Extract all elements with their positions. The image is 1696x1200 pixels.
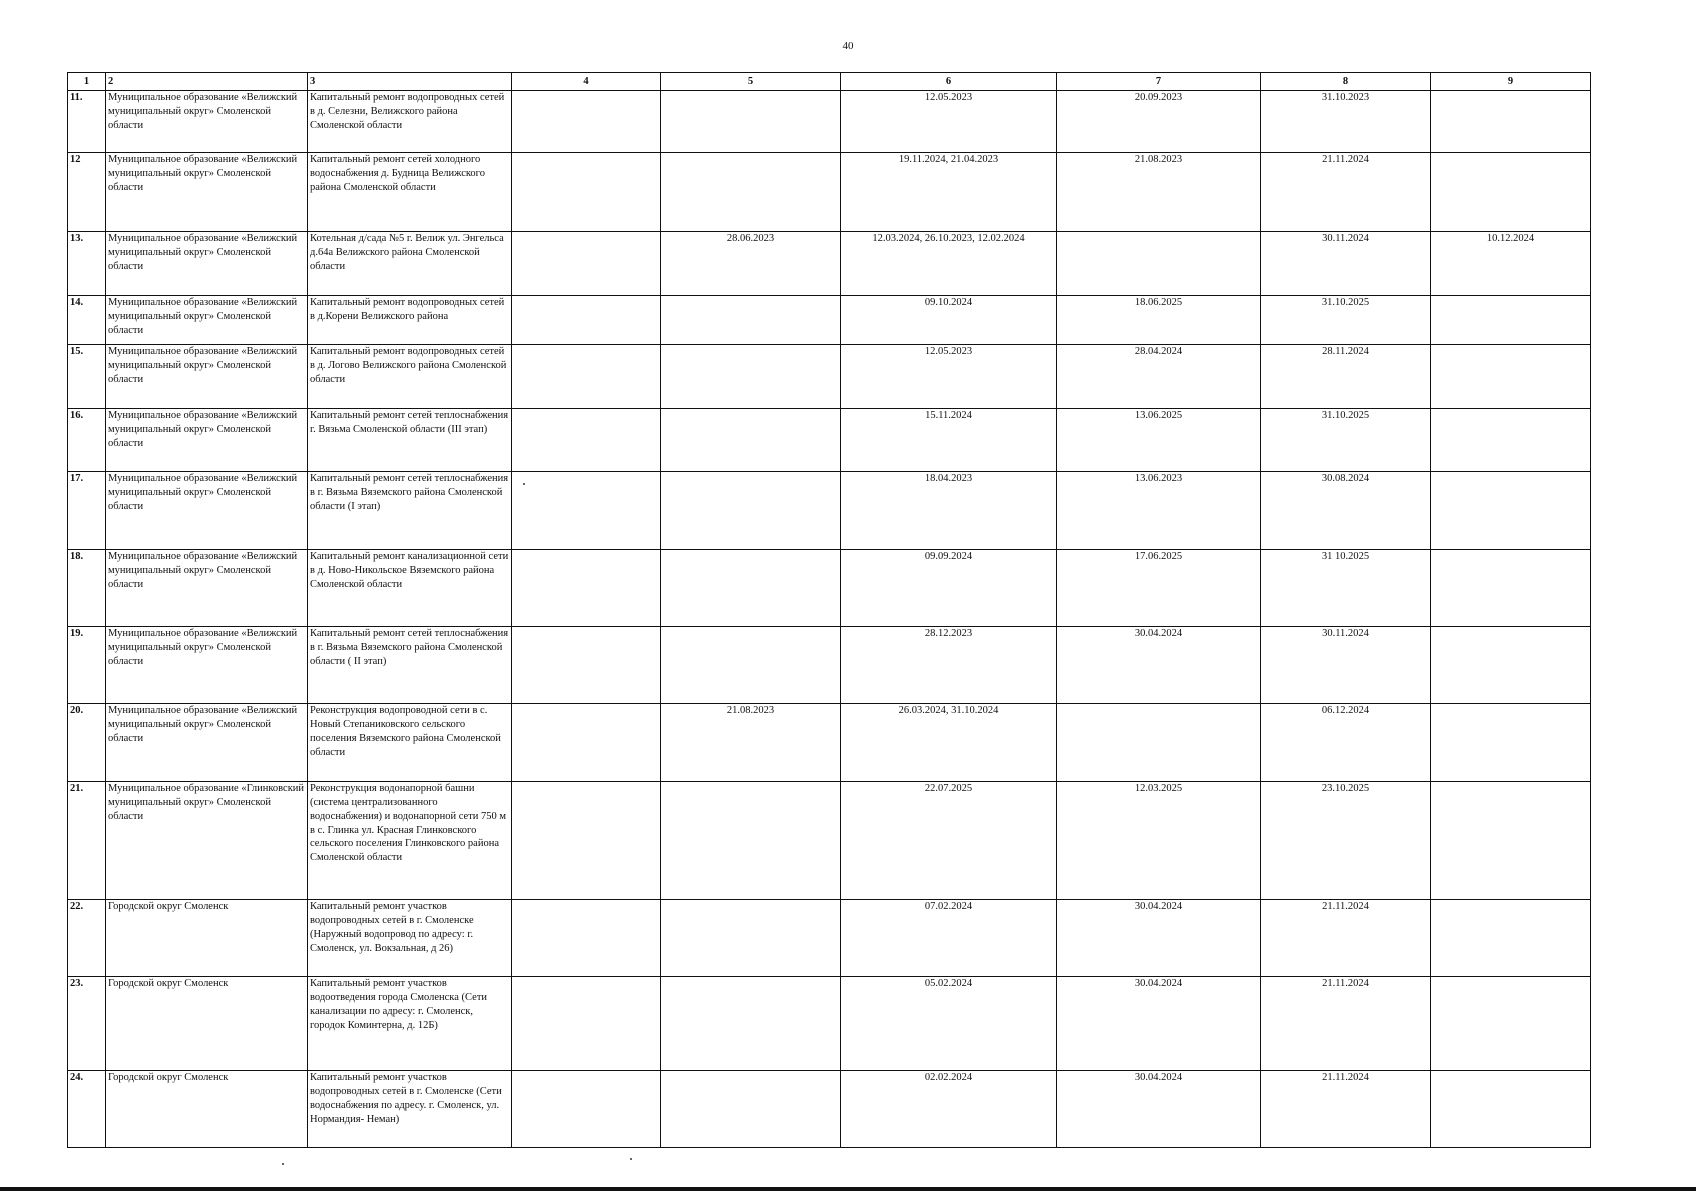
table-row [68, 296, 1591, 345]
object-cell: Капитальный ремонт сетей теплоснабжения в г. Вязьма Вяземского района Смоленской области (I этап) [308, 472, 512, 550]
owner-cell: Муниципальное образование «Велижский муниципальный округ» Смоленской области [106, 153, 308, 232]
column-header: 5 [661, 73, 841, 91]
col5-cell [661, 550, 841, 627]
page-number: 40 [842, 40, 854, 52]
table-row [68, 153, 1591, 232]
col5-cell [661, 296, 841, 345]
col5-cell [661, 91, 841, 153]
object-cell: Капитальный ремонт водопроводных сетей в д.Корени Велижского района [308, 296, 512, 345]
col5-cell [661, 627, 841, 704]
owner-cell: Муниципальное образование «Велижский муниципальный округ» Смоленской области [106, 409, 308, 472]
col5-cell [661, 472, 841, 550]
table-row [68, 782, 1591, 900]
col8-cell: 28.11.2024 [1261, 345, 1431, 409]
table-row [68, 704, 1591, 782]
row-number: 17. [68, 472, 106, 550]
row-number: 16. [68, 409, 106, 472]
col9-cell [1431, 900, 1591, 977]
col5-cell [661, 409, 841, 472]
scan-speck [630, 1158, 632, 1160]
owner-cell: Городской округ Смоленск [106, 1071, 308, 1148]
col9-cell [1431, 91, 1591, 153]
object-cell: Капитальный ремонт сетей теплоснабжения г. Вязьма Смоленской области (III этап) [308, 409, 512, 472]
column-header: 9 [1431, 73, 1591, 91]
col4-cell [512, 1071, 661, 1148]
col6-cell: 19.11.2024, 21.04.2023 [841, 153, 1057, 232]
col5-cell [661, 1071, 841, 1148]
scan-speck [523, 483, 525, 485]
col4-cell [512, 900, 661, 977]
table-row [68, 977, 1591, 1071]
owner-cell: Муниципальное образование «Велижский муниципальный округ» Смоленской области [106, 472, 308, 550]
col9-cell [1431, 153, 1591, 232]
col8-cell: 31.10.2025 [1261, 409, 1431, 472]
row-number: 12 [68, 153, 106, 232]
col8-cell: 21.11.2024 [1261, 977, 1431, 1071]
col6-cell: 22.07.2025 [841, 782, 1057, 900]
object-cell: Реконструкция водопроводной сети в с. Новый Степаниковского сельского поселения Вяземского района Смоленской области [308, 704, 512, 782]
table-row [68, 1071, 1591, 1148]
object-cell: Капитальный ремонт водопроводных сетей в д. Селезни, Велижского района Смоленской области [308, 91, 512, 153]
object-cell: Котельная д/сада №5 г. Велиж ул. Энгельса д.64а Велижского района Смоленской области [308, 232, 512, 296]
column-header: 6 [841, 73, 1057, 91]
scan-speck [282, 1163, 284, 1165]
col8-cell: 30.11.2024 [1261, 627, 1431, 704]
owner-cell: Муниципальное образование «Велижский муниципальный округ» Смоленской области [106, 296, 308, 345]
object-cell: Капитальный ремонт участков водопроводных сетей в г. Смоленске (Наружный водопровод по адресу: г. Смоленск, ул. Вокзальная, д 26) [308, 900, 512, 977]
col4-cell [512, 472, 661, 550]
col9-cell: 10.12.2024 [1431, 232, 1591, 296]
col4-cell [512, 345, 661, 409]
table-row [68, 550, 1591, 627]
owner-cell: Городской округ Смоленск [106, 977, 308, 1071]
col9-cell [1431, 782, 1591, 900]
col6-cell: 26.03.2024, 31.10.2024 [841, 704, 1057, 782]
col4-cell [512, 550, 661, 627]
col4-cell [512, 232, 661, 296]
object-cell: Капитальный ремонт сетей теплоснабжения в г. Вязьма Вяземского района Смоленской области ( II этап) [308, 627, 512, 704]
col7-cell: 17.06.2025 [1057, 550, 1261, 627]
col8-cell: 06.12.2024 [1261, 704, 1431, 782]
col8-cell: 31.10.2025 [1261, 296, 1431, 345]
col9-cell [1431, 1071, 1591, 1148]
col6-cell: 09.09.2024 [841, 550, 1057, 627]
col5-cell [661, 900, 841, 977]
col8-cell: 31.10.2023 [1261, 91, 1431, 153]
col4-cell [512, 91, 661, 153]
col7-cell: 12.03.2025 [1057, 782, 1261, 900]
table-row [68, 91, 1591, 153]
col9-cell [1431, 550, 1591, 627]
col5-cell: 28.06.2023 [661, 232, 841, 296]
header-row [68, 73, 1591, 91]
col7-cell: 13.06.2023 [1057, 472, 1261, 550]
col8-cell: 31 10.2025 [1261, 550, 1431, 627]
works-table [67, 72, 1591, 1148]
col7-cell: 13.06.2025 [1057, 409, 1261, 472]
col8-cell: 23.10.2025 [1261, 782, 1431, 900]
col6-cell: 12.03.2024, 26.10.2023, 12.02.2024 [841, 232, 1057, 296]
owner-cell: Муниципальное образование «Велижский муниципальный округ» Смоленской области [106, 704, 308, 782]
object-cell: Капитальный ремонт участков водопроводных сетей в г. Смоленске (Сети водоснабжения по адресу. г. Смоленск, ул. Нормандия- Неман) [308, 1071, 512, 1148]
col8-cell: 30.11.2024 [1261, 232, 1431, 296]
col9-cell [1431, 296, 1591, 345]
row-number: 15. [68, 345, 106, 409]
col4-cell [512, 704, 661, 782]
col4-cell [512, 627, 661, 704]
owner-cell: Муниципальное образование «Глинковский муниципальный округ» Смоленской области [106, 782, 308, 900]
object-cell: Капитальный ремонт участков водоотведения города Смоленска (Сети канализации по адресу: г. Смоленск, городок Коминтерна, д. 12Б) [308, 977, 512, 1071]
col9-cell [1431, 627, 1591, 704]
owner-cell: Муниципальное образование «Велижский муниципальный округ» Смоленской области [106, 91, 308, 153]
col4-cell [512, 782, 661, 900]
owner-cell: Муниципальное образование «Велижский муниципальный округ» Смоленской области [106, 345, 308, 409]
col9-cell [1431, 977, 1591, 1071]
object-cell: Капитальный ремонт канализационной сети в д. Ново-Никольское Вяземского района Смоленской области [308, 550, 512, 627]
col9-cell [1431, 409, 1591, 472]
col9-cell [1431, 472, 1591, 550]
col8-cell: 21.11.2024 [1261, 1071, 1431, 1148]
col5-cell: 21.08.2023 [661, 704, 841, 782]
col6-cell: 28.12.2023 [841, 627, 1057, 704]
table-row [68, 900, 1591, 977]
row-number: 13. [68, 232, 106, 296]
col4-cell [512, 296, 661, 345]
row-number: 23. [68, 977, 106, 1071]
object-cell: Капитальный ремонт сетей холодного водоснабжения д. Будница Велижского района Смоленской области [308, 153, 512, 232]
row-number: 21. [68, 782, 106, 900]
owner-cell: Муниципальное образование «Велижский муниципальный округ» Смоленской области [106, 550, 308, 627]
owner-cell: Муниципальное образование «Велижский муниципальный округ» Смоленской области [106, 627, 308, 704]
col8-cell: 21.11.2024 [1261, 153, 1431, 232]
col7-cell [1057, 704, 1261, 782]
row-number: 22. [68, 900, 106, 977]
col9-cell [1431, 704, 1591, 782]
table-row [68, 232, 1591, 296]
col4-cell [512, 409, 661, 472]
col7-cell: 30.04.2024 [1057, 977, 1261, 1071]
col6-cell: 05.02.2024 [841, 977, 1057, 1071]
column-header: 1 [68, 73, 106, 91]
row-number: 24. [68, 1071, 106, 1148]
column-header: 4 [512, 73, 661, 91]
col8-cell: 21.11.2024 [1261, 900, 1431, 977]
col6-cell: 09.10.2024 [841, 296, 1057, 345]
table-row [68, 627, 1591, 704]
table-row [68, 345, 1591, 409]
col6-cell: 07.02.2024 [841, 900, 1057, 977]
col8-cell: 30.08.2024 [1261, 472, 1431, 550]
col7-cell: 30.04.2024 [1057, 627, 1261, 704]
column-header: 3 [308, 73, 512, 91]
col5-cell [661, 345, 841, 409]
col7-cell: 18.06.2025 [1057, 296, 1261, 345]
object-cell: Реконструкция водонапорной башни (система централизованного водоснабжения) и водонапорной сети 750 м в с. Глинка ул. Красная Глинковского сельского поселения Глинковского района Смоленской области [308, 782, 512, 900]
object-cell: Капитальный ремонт водопроводных сетей в д. Логово Велижского района Смоленской области [308, 345, 512, 409]
table-row [68, 472, 1591, 550]
table-row [68, 409, 1591, 472]
bottom-rule [0, 1187, 1696, 1191]
column-header: 2 [106, 73, 308, 91]
col7-cell [1057, 232, 1261, 296]
col6-cell: 18.04.2023 [841, 472, 1057, 550]
col7-cell: 30.04.2024 [1057, 1071, 1261, 1148]
col7-cell: 20.09.2023 [1057, 91, 1261, 153]
col4-cell [512, 153, 661, 232]
col6-cell: 02.02.2024 [841, 1071, 1057, 1148]
row-number: 19. [68, 627, 106, 704]
row-number: 20. [68, 704, 106, 782]
owner-cell: Городской округ Смоленск [106, 900, 308, 977]
column-header: 8 [1261, 73, 1431, 91]
column-header: 7 [1057, 73, 1261, 91]
row-number: 14. [68, 296, 106, 345]
col5-cell [661, 977, 841, 1071]
col7-cell: 28.04.2024 [1057, 345, 1261, 409]
col7-cell: 21.08.2023 [1057, 153, 1261, 232]
col6-cell: 12.05.2023 [841, 91, 1057, 153]
col6-cell: 12.05.2023 [841, 345, 1057, 409]
owner-cell: Муниципальное образование «Велижский муниципальный округ» Смоленской области [106, 232, 308, 296]
col6-cell: 15.11.2024 [841, 409, 1057, 472]
col4-cell [512, 977, 661, 1071]
row-number: 18. [68, 550, 106, 627]
col7-cell: 30.04.2024 [1057, 900, 1261, 977]
col9-cell [1431, 345, 1591, 409]
row-number: 11. [68, 91, 106, 153]
col5-cell [661, 782, 841, 900]
col5-cell [661, 153, 841, 232]
